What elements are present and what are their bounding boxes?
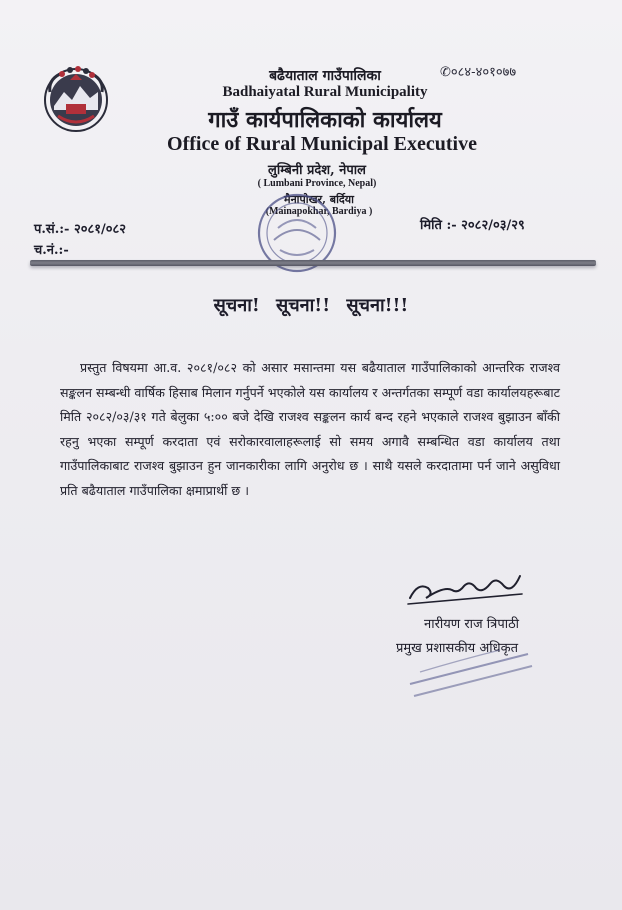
notice-body: प्रस्तुत विषयमा आ.व. २०८१/०८२ को असार मसान्तमा यस बढैयाताल गाउँपालिकाको आन्तरिक राजश्व सङ्कलन सम्बन्धी वार्षिक हिसाब मिलान गर्नुपर्ने भएकोले यस कार्यालय र अन्तर्गतका सम्पूर्ण वडा कार्यालयहरूबाट मिति २०८२/०३/३१ गते बेलुका ५:०० बजे देखि राजश्व सङ्कलन कार्य बन्द रहने भएकाले राजश्व बुझाउन बाँकी रहनु भएका सम्पूर्ण करदाता एवं सरोकारवालाहरूलाई सो समय अगावै सम्बन्धित वडा कार्यालय तथा गाउँपालिकाबाट राजश्व बुझाउन हुन जानकारीका लागि अनुरोध छ । साथै यसले करदातामा पर्न जाने असुविधा प्रति बढैयाताल गाउँपालिका क्षमाप्रार्थी छ ।	[60, 360, 560, 498]
province-english: ( Lumbani Province, Nepal)	[257, 178, 377, 189]
letter-date: मिति :- २०८२/०३/२९	[420, 218, 525, 233]
municipality-name-english: Badhaiyatal Rural Municipality	[222, 84, 428, 100]
office-name-english: Office of Rural Municipal Executive	[167, 133, 477, 155]
notice-title: सूचना! सूचना!! सूचना!!!	[213, 295, 409, 316]
signature-scribble	[404, 564, 532, 608]
phone-number: ✆०८४-४०१०७७	[440, 65, 517, 80]
location-nepali: मैनापोखर, बर्दिया	[284, 193, 354, 206]
letter-number: प.सं.:- २०८१/०८२	[34, 222, 127, 237]
signatory-stamp	[400, 632, 540, 702]
province-nepali: लुम्बिनी प्रदेश, नेपाल	[268, 163, 366, 178]
signatory-title: प्रमुख प्रशासकीय अधिकृत	[396, 641, 519, 656]
signatory-name: नारीयण राज त्रिपाठी	[424, 617, 520, 632]
office-name-nepali: गाउँ कार्यपालिकाको कार्यालय	[208, 107, 442, 133]
location-english: (Mainapokhar, Bardiya )	[265, 206, 373, 217]
municipality-name-nepali: बढैयाताल गाउँपालिका	[269, 68, 381, 84]
dispatch-number: च.नं.:-	[34, 243, 69, 258]
header-divider	[30, 260, 596, 266]
